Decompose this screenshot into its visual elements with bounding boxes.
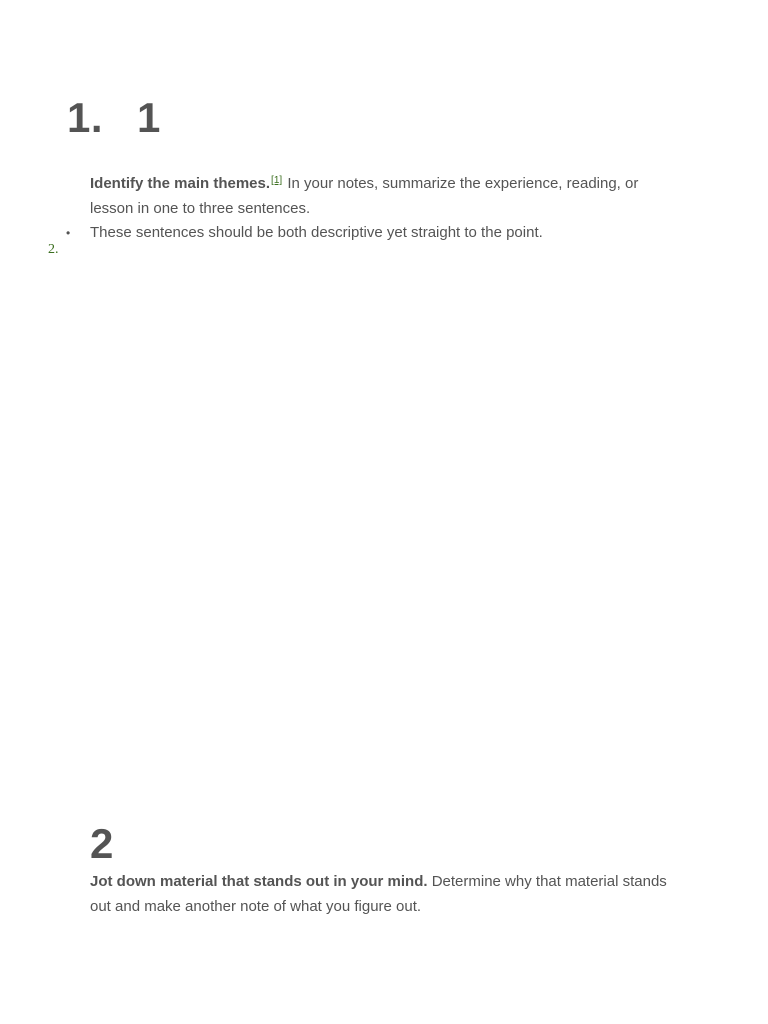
step-2-paragraph (90, 870, 680, 919)
step-2-heading: 2 (90, 820, 114, 867)
step-1-heading (67, 94, 161, 141)
step-2-body-text: Determine why that material stands out and make another note of what you figure out. (90, 873, 667, 915)
list-marker-2: 2. (48, 242, 59, 257)
step-1-bullet-text: These sentences should be both descriptive yet straight to the point. (90, 224, 543, 241)
step-1-body-text: In your notes, summarize the experience, reading, or lesson in one to three sentences. (90, 175, 639, 217)
reference-link-1[interactable]: [1] (271, 175, 283, 186)
step-1-list-prefix: 1. (67, 94, 104, 141)
bullet-icon: • (66, 226, 71, 240)
step-1-bold-lead: Identify the main themes. (90, 175, 271, 192)
step-1-bullet-item (66, 221, 543, 246)
step-1-paragraph (90, 172, 680, 221)
step-1-number: 1 (137, 94, 161, 141)
step-2-bold-lead: Jot down material that stands out in your mind. (90, 873, 428, 890)
